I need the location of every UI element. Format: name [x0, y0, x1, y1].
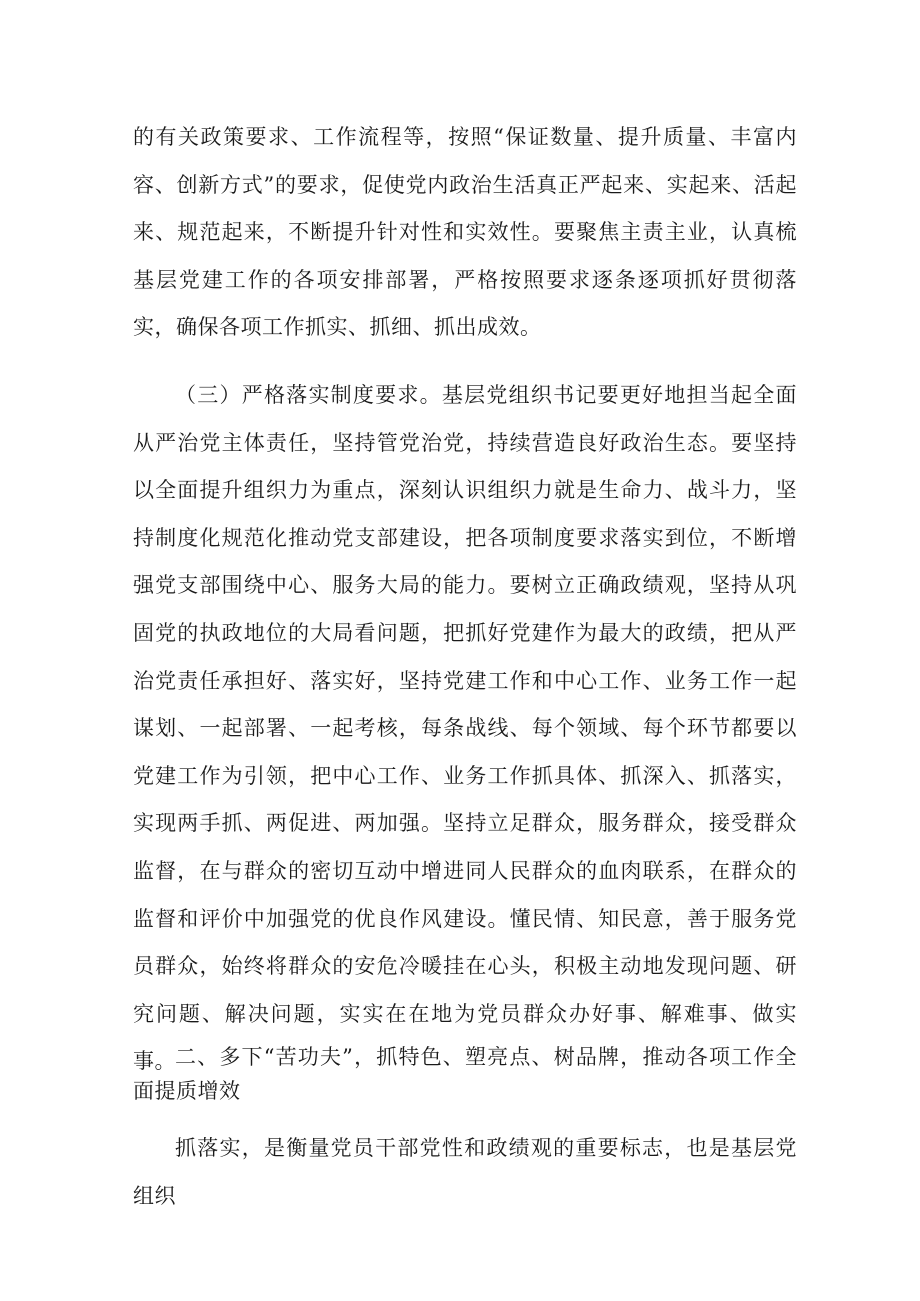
- paragraph-system-requirements: （三）严格落实制度要求。基层党组织书记要更好地担当起全面从严治党主体责任，坚持管党治党，持续营造良好政治生态。要坚持以全面提升组织力为重点，深刻认识组织力就是生命力、战斗力，坚持制度化规范化推动党支部建设，把各项制度要求落实到位，不断增强党支部围绕中心、服务大局的能力。要树立正确政绩观，坚持从巩固党的执政地位的大局看问题，把抓好党建作为最大的政绩，把从严治党责任承担好、落实好，坚持党建工作和中心工作、业务工作一起谋划、一起部署、一起考核，每条战线、每个领域、每个环节都要以党建工作为引领，把中心工作、业务工作抓具体、抓深入、抓落实，实现两手抓、两促进、两加强。坚持立足群众，服务群众，接受群众监督，在与群众的密切互动中增进同人民群众的血肉联系，在群众的监督和评价中加强党的优良作风建设。懂民情、知民意，善于服务党员群众，始终将群众的安危冷暖挂在心头，积极主动地发现问题、研究问题、解决问题，实实在在地为党员群众办好事、解难事、做实事。: [133, 383, 797, 1074]
- section-heading: 二、多下“苦功夫”，抓特色、塑亮点、树品牌，推动各项工作全面提质增效: [133, 1045, 797, 1103]
- paragraph-policy-requirements: 的有关政策要求、工作流程等，按照“保证数量、提升质量、丰富内容、创新方式”的要求，促使党内政治生活真正严起来、实起来、活起来、规范起来，不断提升针对性和实效性。要聚焦主责主业，认真梳基层党建工作的各项安排部署，严格按照要求逐条逐项抓好贯彻落实，确保各项工作抓实、抓细、抓出成效。: [133, 125, 797, 340]
- paragraph-implementation: 抓落实，是衡量党员干部党性和政绩观的重要标志，也是基层党组织: [133, 1136, 797, 1208]
